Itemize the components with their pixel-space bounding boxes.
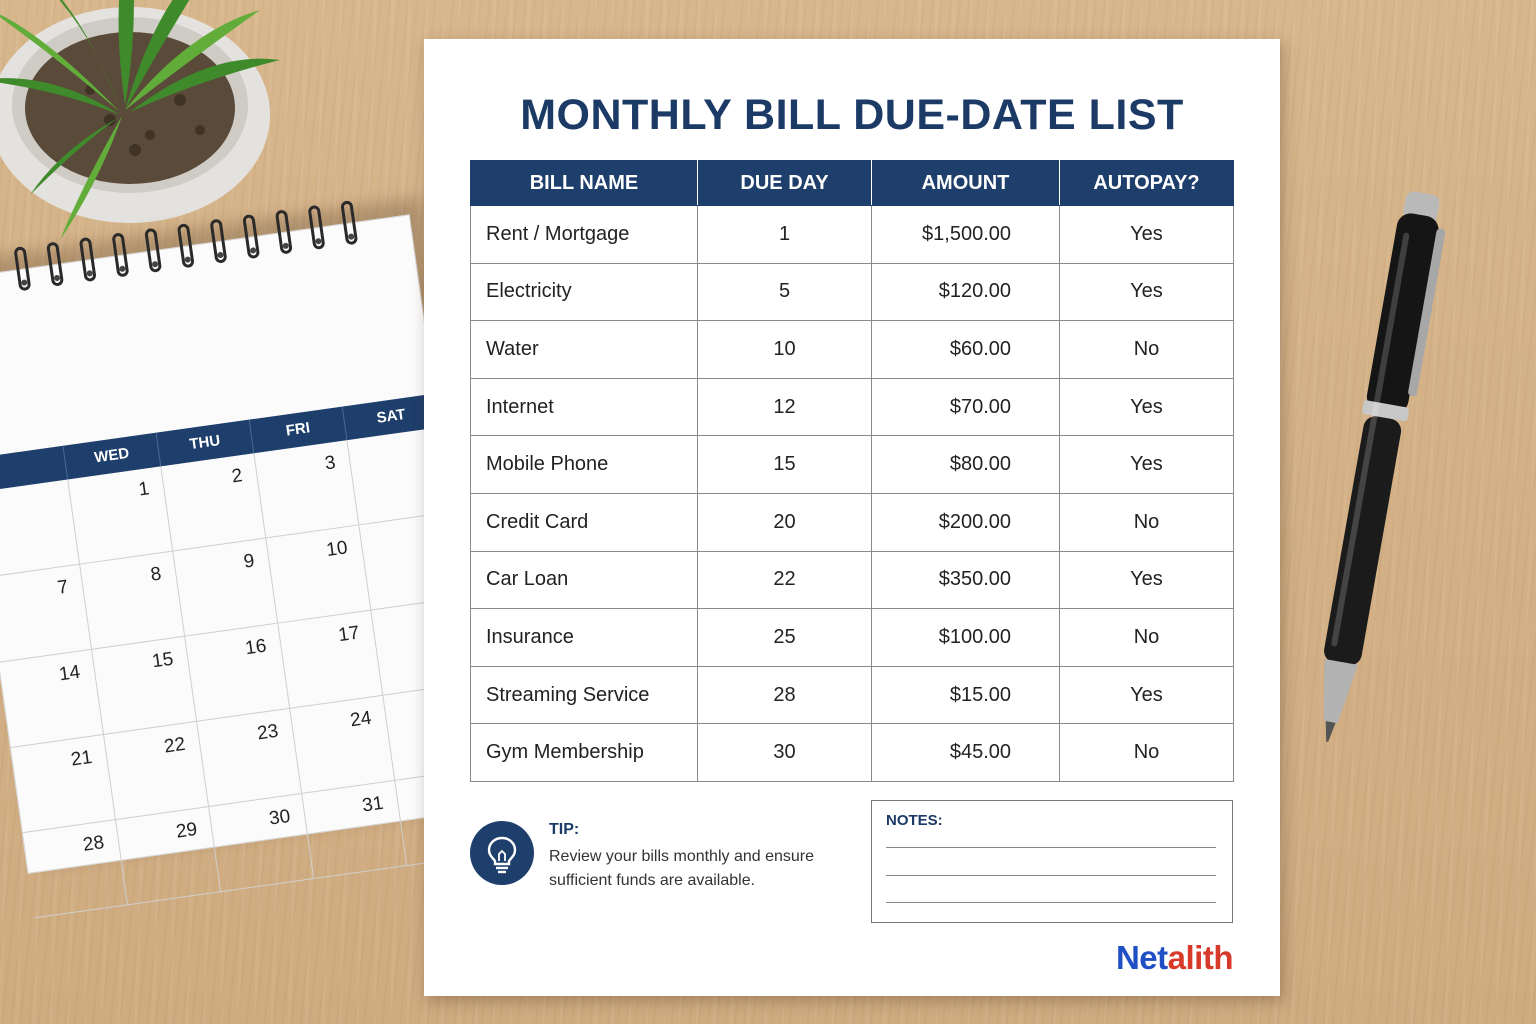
bill-amount: $15.00 (872, 666, 1060, 724)
calendar-date: 28 (23, 820, 128, 918)
spiral-ring (308, 205, 326, 250)
bill-name: Water (471, 321, 698, 379)
table-row (471, 206, 1234, 264)
table-row (471, 321, 1234, 379)
calendar-date: 15 (92, 637, 197, 735)
calendar-date: 29 (116, 807, 221, 905)
calendar-day-label: THU (157, 420, 255, 467)
tip-box (470, 819, 860, 909)
autopay-status: Yes (1060, 436, 1234, 494)
autopay-status: No (1060, 493, 1234, 551)
bill-amount: $200.00 (872, 493, 1060, 551)
calendar-date: 2 (161, 453, 266, 551)
notes-line (886, 875, 1216, 876)
bill-amount: $80.00 (872, 436, 1060, 494)
brand-logo-part: alith (1167, 939, 1233, 976)
due-day: 10 (698, 321, 872, 379)
bill-name: Streaming Service (471, 666, 698, 724)
spiral-ring (242, 214, 260, 259)
calendar-date: 16 (185, 624, 290, 722)
bill-list-sheet (424, 39, 1280, 996)
bill-name: Credit Card (471, 493, 698, 551)
table-row (471, 436, 1234, 494)
due-day: 5 (698, 263, 872, 321)
autopay-status: Yes (1060, 206, 1234, 264)
due-day: 28 (698, 666, 872, 724)
due-day: 30 (698, 724, 872, 782)
calendar-date: 30 (209, 794, 314, 892)
calendar-date: 31 (302, 781, 407, 879)
table-row (471, 609, 1234, 667)
calendar-date: 10 (266, 525, 371, 623)
tip-title: TIP: (549, 821, 580, 838)
table-row (471, 551, 1234, 609)
bill-name: Gym Membership (471, 724, 698, 782)
due-day: 25 (698, 609, 872, 667)
column-header: AMOUNT (872, 161, 1060, 206)
autopay-status: No (1060, 724, 1234, 782)
bills-table (470, 160, 1234, 782)
table-row (471, 493, 1234, 551)
table-row (471, 378, 1234, 436)
brand-logo (1116, 939, 1233, 977)
spiral-ring (144, 228, 162, 273)
brand-logo-part: Net (1115, 939, 1168, 976)
bill-amount: $120.00 (872, 263, 1060, 321)
table-header-row (471, 161, 1234, 206)
page-title: MONTHLY BILL DUE-DATE LIST (520, 91, 1184, 139)
bill-amount: $70.00 (872, 378, 1060, 436)
due-day: 1 (698, 206, 872, 264)
calendar-date: 21 (11, 735, 116, 833)
bill-amount: $100.00 (872, 609, 1060, 667)
spiral-ring (340, 200, 358, 245)
bill-name: Car Loan (471, 551, 698, 609)
spiral-ring (79, 237, 97, 282)
column-header: DUE DAY (698, 161, 872, 206)
bill-amount: $45.00 (872, 724, 1060, 782)
due-day: 20 (698, 493, 872, 551)
spiral-ring (209, 219, 227, 264)
autopay-status: No (1060, 609, 1234, 667)
table-row (471, 666, 1234, 724)
tip-text: Review your bills monthly and ensure sufficient funds are available. (549, 848, 815, 889)
bill-name: Electricity (471, 263, 698, 321)
bill-amount: $1,500.00 (872, 206, 1060, 264)
calendar-date: 8 (80, 551, 185, 649)
bill-name: Internet (471, 378, 698, 436)
spiral-ring (46, 241, 64, 286)
notes-box (871, 800, 1233, 923)
spiral-ring (275, 209, 293, 254)
autopay-status: No (1060, 321, 1234, 379)
calendar-date: 22 (104, 722, 209, 820)
notes-line (886, 847, 1216, 848)
bill-name: Insurance (471, 609, 698, 667)
notes-line (886, 902, 1216, 903)
calendar-date: 3 (254, 440, 359, 538)
spiral-ring (13, 246, 31, 291)
bill-name: Rent / Mortgage (471, 206, 698, 264)
calendar-day-label: WED (63, 433, 161, 480)
calendar-date (0, 479, 80, 577)
bill-name: Mobile Phone (471, 436, 698, 494)
calendar-date: 24 (290, 696, 395, 794)
due-day: 12 (698, 378, 872, 436)
autopay-status: Yes (1060, 666, 1234, 724)
due-day: 22 (698, 551, 872, 609)
lightbulb-icon (470, 821, 534, 885)
autopay-status: Yes (1060, 378, 1234, 436)
calendar-day-label: FRI (250, 406, 348, 453)
calendar-date: 14 (0, 650, 104, 748)
calendar-date: 1 (68, 466, 173, 564)
table-row (471, 724, 1234, 782)
table-row (471, 263, 1234, 321)
calendar-date: 17 (278, 610, 383, 708)
notes-label: NOTES: (886, 812, 943, 829)
bill-amount: $60.00 (872, 321, 1060, 379)
column-header: BILL NAME (471, 161, 698, 206)
calendar-date: 7 (0, 565, 92, 663)
calendar-date: 9 (173, 538, 278, 636)
spiral-ring (111, 232, 129, 277)
column-header: AUTOPAY? (1060, 161, 1234, 206)
bill-amount: $350.00 (872, 551, 1060, 609)
autopay-status: Yes (1060, 263, 1234, 321)
calendar-date: 23 (197, 709, 302, 807)
ballpoint-pen (1270, 180, 1470, 760)
due-day: 15 (698, 436, 872, 494)
spiral-ring (177, 223, 195, 268)
calendar-page (0, 214, 493, 874)
autopay-status: Yes (1060, 551, 1234, 609)
calendar-day-label: SAT (343, 393, 441, 440)
